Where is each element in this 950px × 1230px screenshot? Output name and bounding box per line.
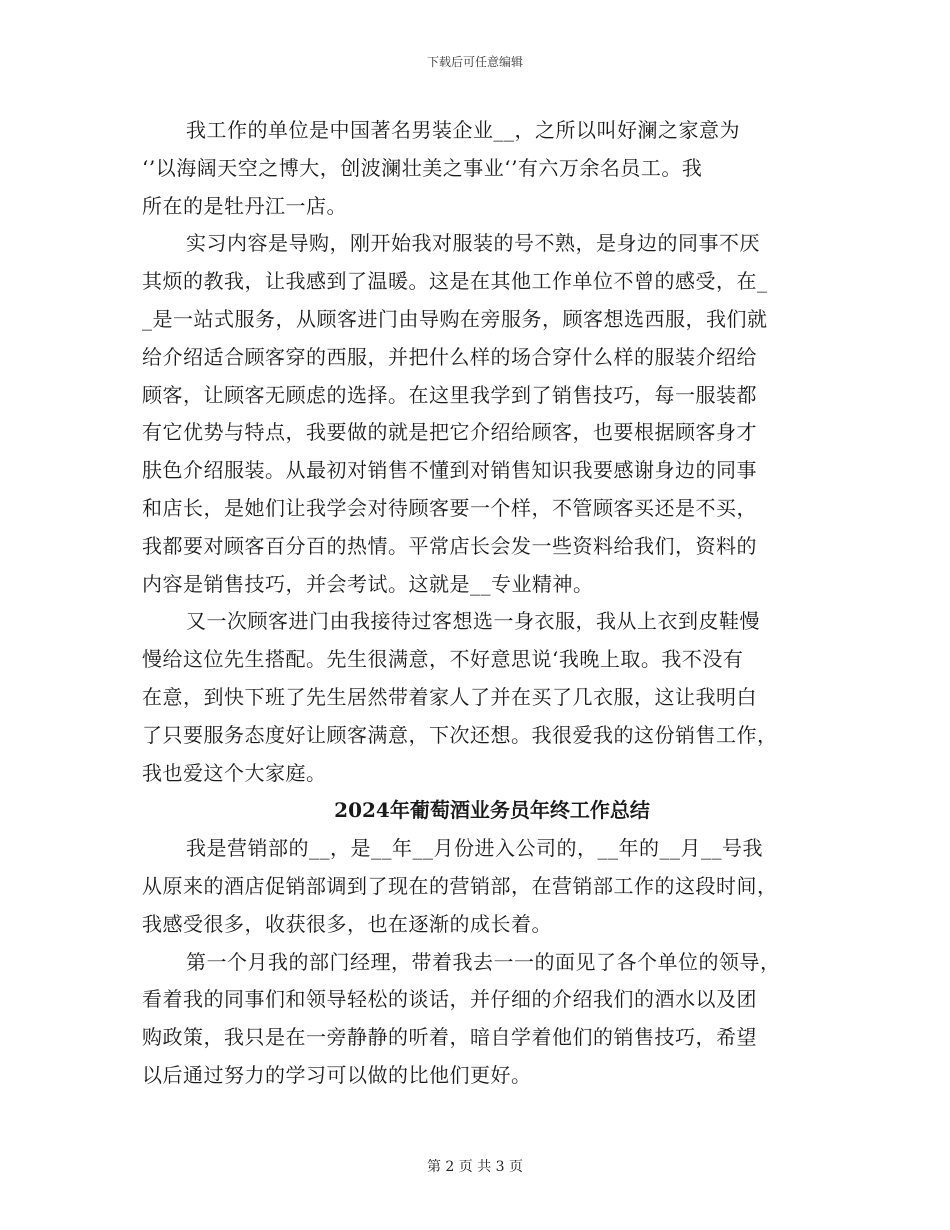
paragraph-line: 实习内容是导购，刚开始我对服装的号不熟，是身边的同事不厌 bbox=[186, 231, 760, 256]
paragraph-line: 内容是销售技巧，并会考试。这就是__专业精神。 bbox=[142, 571, 594, 596]
page-header: 下载后可任意编辑 bbox=[426, 55, 523, 69]
paragraph-line: 看着我的同事们和领导轻松的谈话，并仔细的介绍我们的酒水以及团 bbox=[142, 987, 757, 1012]
paragraph-line: 肤色介绍服装。从最初对销售不懂到对销售知识我要感谢身边的同事 bbox=[142, 458, 757, 483]
paragraph-line: 我都要对顾客百分百的热情。平常店长会发一些资料给我们，资料的 bbox=[142, 533, 757, 558]
section-title: 2024年葡萄酒业务员年终工作总结 bbox=[334, 798, 650, 823]
paragraph-line: 我工作的单位是中国著名男装企业__，之所以叫好澜之家意为 bbox=[186, 118, 740, 142]
paragraph-line: 慢给这位先生搭配。先生很满意，不好意思说‘我晚上取。我不没有 bbox=[142, 647, 744, 672]
paragraph-line: 从原来的酒店促销部调到了现在的营销部，在营销部工作的这段时间， bbox=[142, 873, 778, 898]
paragraph-line: 第一个月我的部门经理，带着我去一一的面见了各个单位的领导， bbox=[186, 949, 781, 974]
paragraph-line: 以后通过努力的学习可以做的比他们更好。 bbox=[142, 1062, 532, 1087]
paragraph-line: _是一站式服务，从顾客进门由导购在旁服务，顾客想选西服，我们就 bbox=[142, 306, 768, 331]
paragraph-line: ‘’以海阔天空之博大，创波澜壮美之事业‘’有六万余名员工。我 bbox=[142, 155, 703, 180]
paragraph-line: 了只要服务态度好让顾客满意，下次还想。我很爱我的这份销售工作， bbox=[142, 722, 778, 747]
page-footer: 第 2 页 共 3 页 bbox=[426, 1159, 524, 1175]
paragraph-line: 我是营销部的__，是__年__月份进入公司的，__年的__月__号我 bbox=[186, 836, 763, 861]
paragraph-line: 购政策，我只是在一旁静静的听着，暗自学着他们的销售技巧，希望 bbox=[142, 1025, 757, 1050]
paragraph-line: 顾客，让顾客无顾虑的选择。在这里我学到了销售技巧，每一服装都 bbox=[142, 382, 757, 407]
paragraph-line: 其烦的教我，让我感到了温暖。这是在其他工作单位不曾的感受，在_ bbox=[142, 269, 768, 294]
paragraph-line: 在意，到快下班了先生居然带着家人了并在买了几衣服，这让我明白 bbox=[142, 684, 757, 709]
paragraph-line: 我感受很多，收获很多，也在逐渐的成长着。 bbox=[142, 911, 552, 936]
paragraph-line: 所在的是牡丹江一店。 bbox=[142, 193, 347, 218]
paragraph-line: 又一次顾客进门由我接待过客想选一身衣服，我从上衣到皮鞋慢 bbox=[186, 609, 760, 634]
paragraph-line: 给介绍适合顾客穿的西服，并把什么样的场合穿什么样的服装介绍给 bbox=[142, 344, 757, 369]
paragraph-line: 我也爱这个大家庭。 bbox=[142, 760, 327, 785]
paragraph-line: 和店长，是她们让我学会对待顾客要一个样，不管顾客买还是不买， bbox=[142, 495, 757, 520]
paragraph-line: 有它优势与特点，我要做的就是把它介绍给顾客，也要根据顾客身才 bbox=[142, 420, 757, 445]
document-body bbox=[142, 112, 802, 1095]
